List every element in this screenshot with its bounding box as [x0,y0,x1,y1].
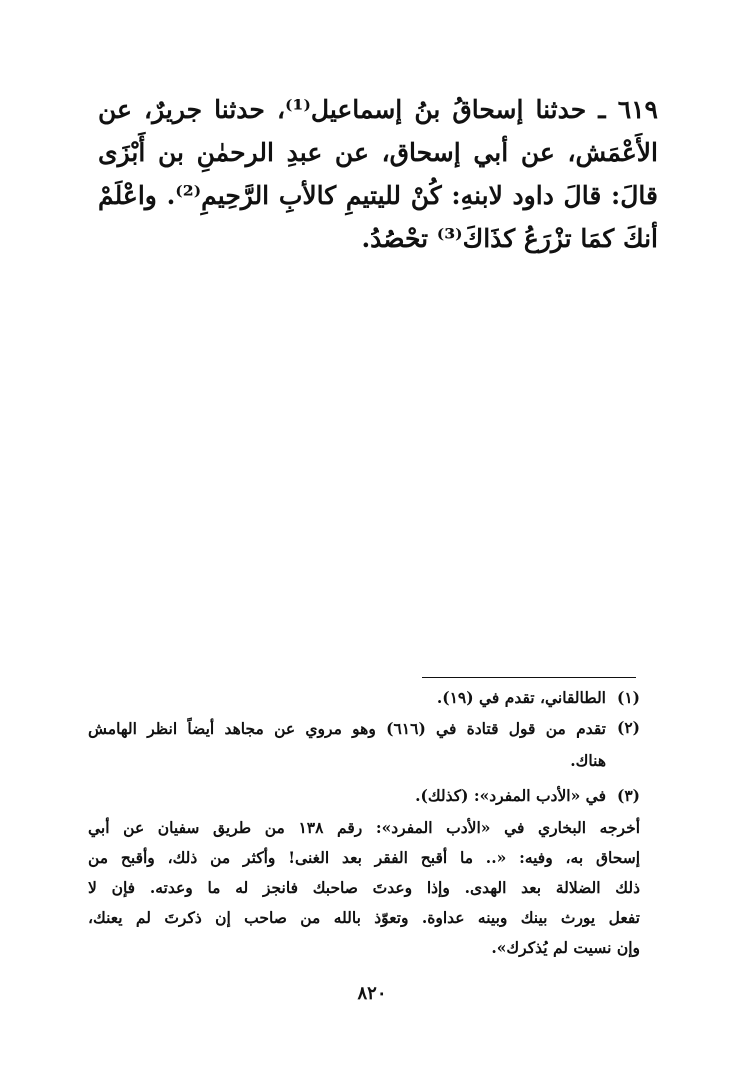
footnote-1 [88,683,640,713]
footnote-3 [88,781,640,811]
page-number: ٨٢٠ [357,983,387,1004]
footnote-body [88,713,606,777]
footnote-line: في «الأدب المفرد»: (كذلك). [415,786,606,805]
footnote-line: تقدم من قول قتادة في (٦١٦) وهو مروي عن مجاهد أيضاً انظر الهامش [88,719,606,738]
hadith-line-1: ٦١٩ ـ حدثنا إسحاقُ بنُ إسماعيل⁽¹⁾، حدثنا جريرٌ، عن [98,95,658,124]
footnote-2 [88,713,640,777]
footnote-separator [422,677,636,678]
footnote-line: هناك. [570,751,606,770]
hadith-line-3: قالَ: قالَ داود لابنهِ: كُنْ لليتيمِ كالأبِ الرَّحِيمِ⁽²⁾. واعْلَمْ [98,181,658,210]
takhrij-line: وإن نسيت لم يُذكرك». [491,938,640,957]
footnote-number: (٣) [616,786,640,805]
hadith-line-2: الأَعْمَش، عن أبي إسحاق، عن عبدِ الرحمٰنِ بن أَبْزَى [98,138,658,167]
footnote-number: (١) [616,688,640,707]
footnote-number: (٢) [616,718,640,737]
hadith-text [98,88,658,260]
footnote-line: الطالقاني، تقدم في (١٩). [436,688,606,707]
hadith-line-4: أنكَ كمَا تزْرَعُ كذَاكَ⁽³⁾ تحْصُدُ. [361,224,658,253]
footnote-body [88,683,606,713]
takhrij-line: أخرجه البخاري في «الأدب المفرد»: رقم ١٣٨ من طريق سفيان عن أبي [88,818,640,837]
takhrij-note [88,813,640,963]
footnotes-section [88,683,640,963]
takhrij-line: إسحاق به، وفيه: «.. ما أقبح الفقر بعد الغنى! وأكثر من ذلك، وأقبح من [88,848,640,867]
takhrij-line: تفعل يورث بينك وبينه عداوة. وتعوّذ بالله من صاحب إن ذكرتَ لم يعنك، [88,908,640,927]
footnote-body [88,781,606,811]
takhrij-line: ذلك الضلالة بعد الهدى. وإذا وعدتَ صاحبك فانجز له ما وعدته. فإن لا [88,878,640,897]
